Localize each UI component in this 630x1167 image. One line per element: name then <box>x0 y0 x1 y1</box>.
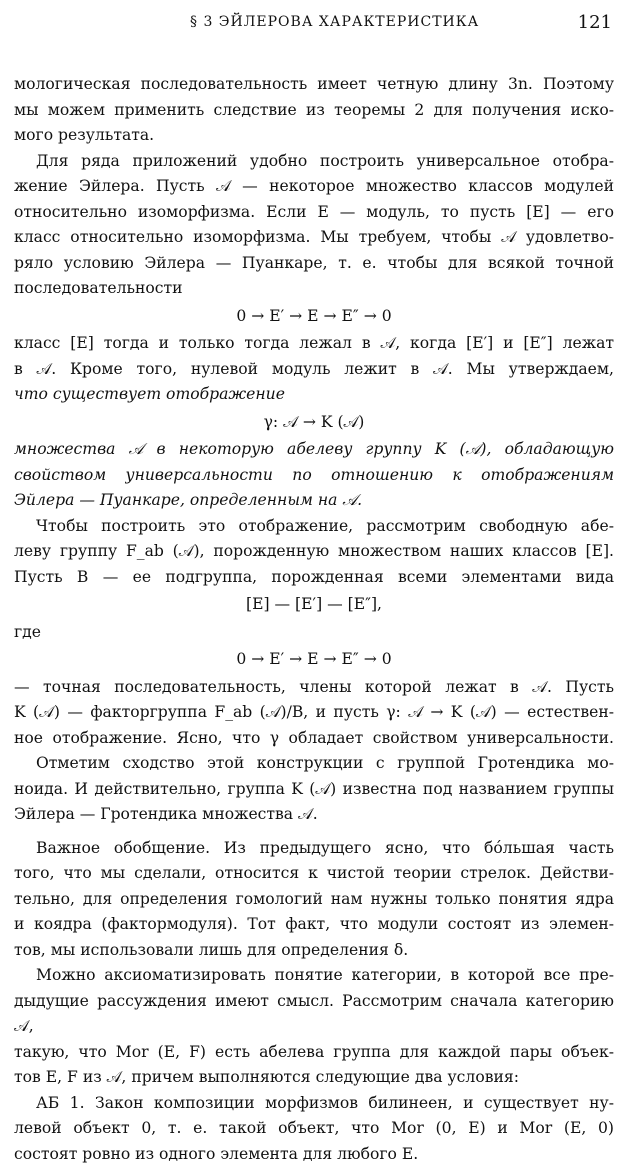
text-line: множества 𝒜 в некоторую абелеву группу K (𝒜), обладающую <box>14 437 614 463</box>
text-line: состоят ровно из одного элемента для любого E. <box>14 1142 614 1167</box>
text-line: ное отображение. Ясно, что γ обладает свойством универсальности. <box>14 726 614 752</box>
text-line: тов, мы использовали лишь для определения δ. <box>14 938 614 964</box>
text-line: такую, что Mor (E, F) есть абелева группа для каждой пары объек- <box>14 1040 614 1066</box>
text-line: мы можем применить следствие из теоремы 2 для получения иско- <box>14 98 614 124</box>
text-line: что существует отображение <box>14 382 614 408</box>
text-line: последовательности <box>14 276 614 302</box>
text-line: класс относительно изоморфизма. Мы требуем, чтобы 𝒜 удовлетво- <box>14 225 614 251</box>
text-line: ноида. И действительно, группа K (𝒜) известна под названием группы <box>14 777 614 803</box>
text-line: жение Эйлера. Пусть 𝒜 — некоторое множество классов модулей <box>14 174 614 200</box>
text-line: левой объект 0, т. е. такой объект, что Mor (0, E) и Mor (E, 0) <box>14 1116 614 1142</box>
text-line: тов E, F из 𝒜, причем выполняются следующие два условия: <box>14 1065 614 1091</box>
formula: 0 → E′ → E → E″ → 0 <box>14 304 614 330</box>
paragraph-gap <box>14 828 614 836</box>
text-line: Можно аксиоматизировать понятие категории, в которой все пре- <box>14 963 614 989</box>
text-line: дыдущие рассуждения имеют смысл. Рассмотрим сначала категорию 𝒜, <box>14 989 614 1040</box>
text-line: и коядра (фактормодуля). Тот факт, что модули состоят из элемен- <box>14 912 614 938</box>
text-line: мологическая последовательность имеет четную длину 3n. Поэтому <box>14 72 614 98</box>
text-line: K (𝒜) — факторгруппа F_ab (𝒜)/B, и пусть γ: 𝒜 → K (𝒜) — естествен- <box>14 700 614 726</box>
page-number: 121 <box>578 12 612 33</box>
text-line: ряло условию Эйлера — Пуанкаре, т. е. чтобы для всякой точной <box>14 251 614 277</box>
running-header <box>0 12 630 40</box>
formula: [E] — [E′] — [E″], <box>14 592 614 618</box>
text-line: в 𝒜. Кроме того, нулевой модуль лежит в 𝒜. Мы утверждаем, <box>14 357 614 383</box>
text-line: Чтобы построить это отображение, рассмотрим свободную абе- <box>14 514 614 540</box>
text-line: где <box>14 620 614 646</box>
text-line: относительно изоморфизма. Если E — модуль, то пусть [E] — его <box>14 200 614 226</box>
page-body <box>14 72 614 1167</box>
text-line: АБ 1. Закон композиции морфизмов билинеен, и существует ну- <box>14 1091 614 1117</box>
text-line: того, что мы сделали, относится к чистой теории стрелок. Действи- <box>14 861 614 887</box>
formula: 0 → E′ → E → E″ → 0 <box>14 647 614 673</box>
text-line: — точная последовательность, члены которой лежат в 𝒜. Пусть <box>14 675 614 701</box>
text-line: свойством универсальности по отношению к отображениям <box>14 463 614 489</box>
text-line: леву группу F_ab (𝒜), порожденную множеством наших классов [E]. <box>14 539 614 565</box>
text-line: Важное обобщение. Из предыдущего ясно, что бóльшая часть <box>14 836 614 862</box>
text-line: класс [E] тогда и только тогда лежал в 𝒜, когда [E′] и [E″] лежат <box>14 331 614 357</box>
text-line: тельно, для определения гомологий нам нужны только понятия ядра <box>14 887 614 913</box>
text-line: Для ряда приложений удобно построить универсальное отобра- <box>14 149 614 175</box>
text-line: Эйлера — Гротендика множества 𝒜. <box>14 802 614 828</box>
section-title: § 3 ЭЙЛЕРОВА ХАРАКТЕРИСТИКА <box>190 14 479 30</box>
text-line: мого результата. <box>14 123 614 149</box>
text-line: Отметим сходство этой конструкции с группой Гротендика мо- <box>14 751 614 777</box>
text-line: Пусть B — ее подгруппа, порожденная всеми элементами вида <box>14 565 614 591</box>
text-line: Эйлера — Пуанкаре, определенным на 𝒜. <box>14 488 614 514</box>
formula: γ: 𝒜 → K (𝒜) <box>14 410 614 436</box>
